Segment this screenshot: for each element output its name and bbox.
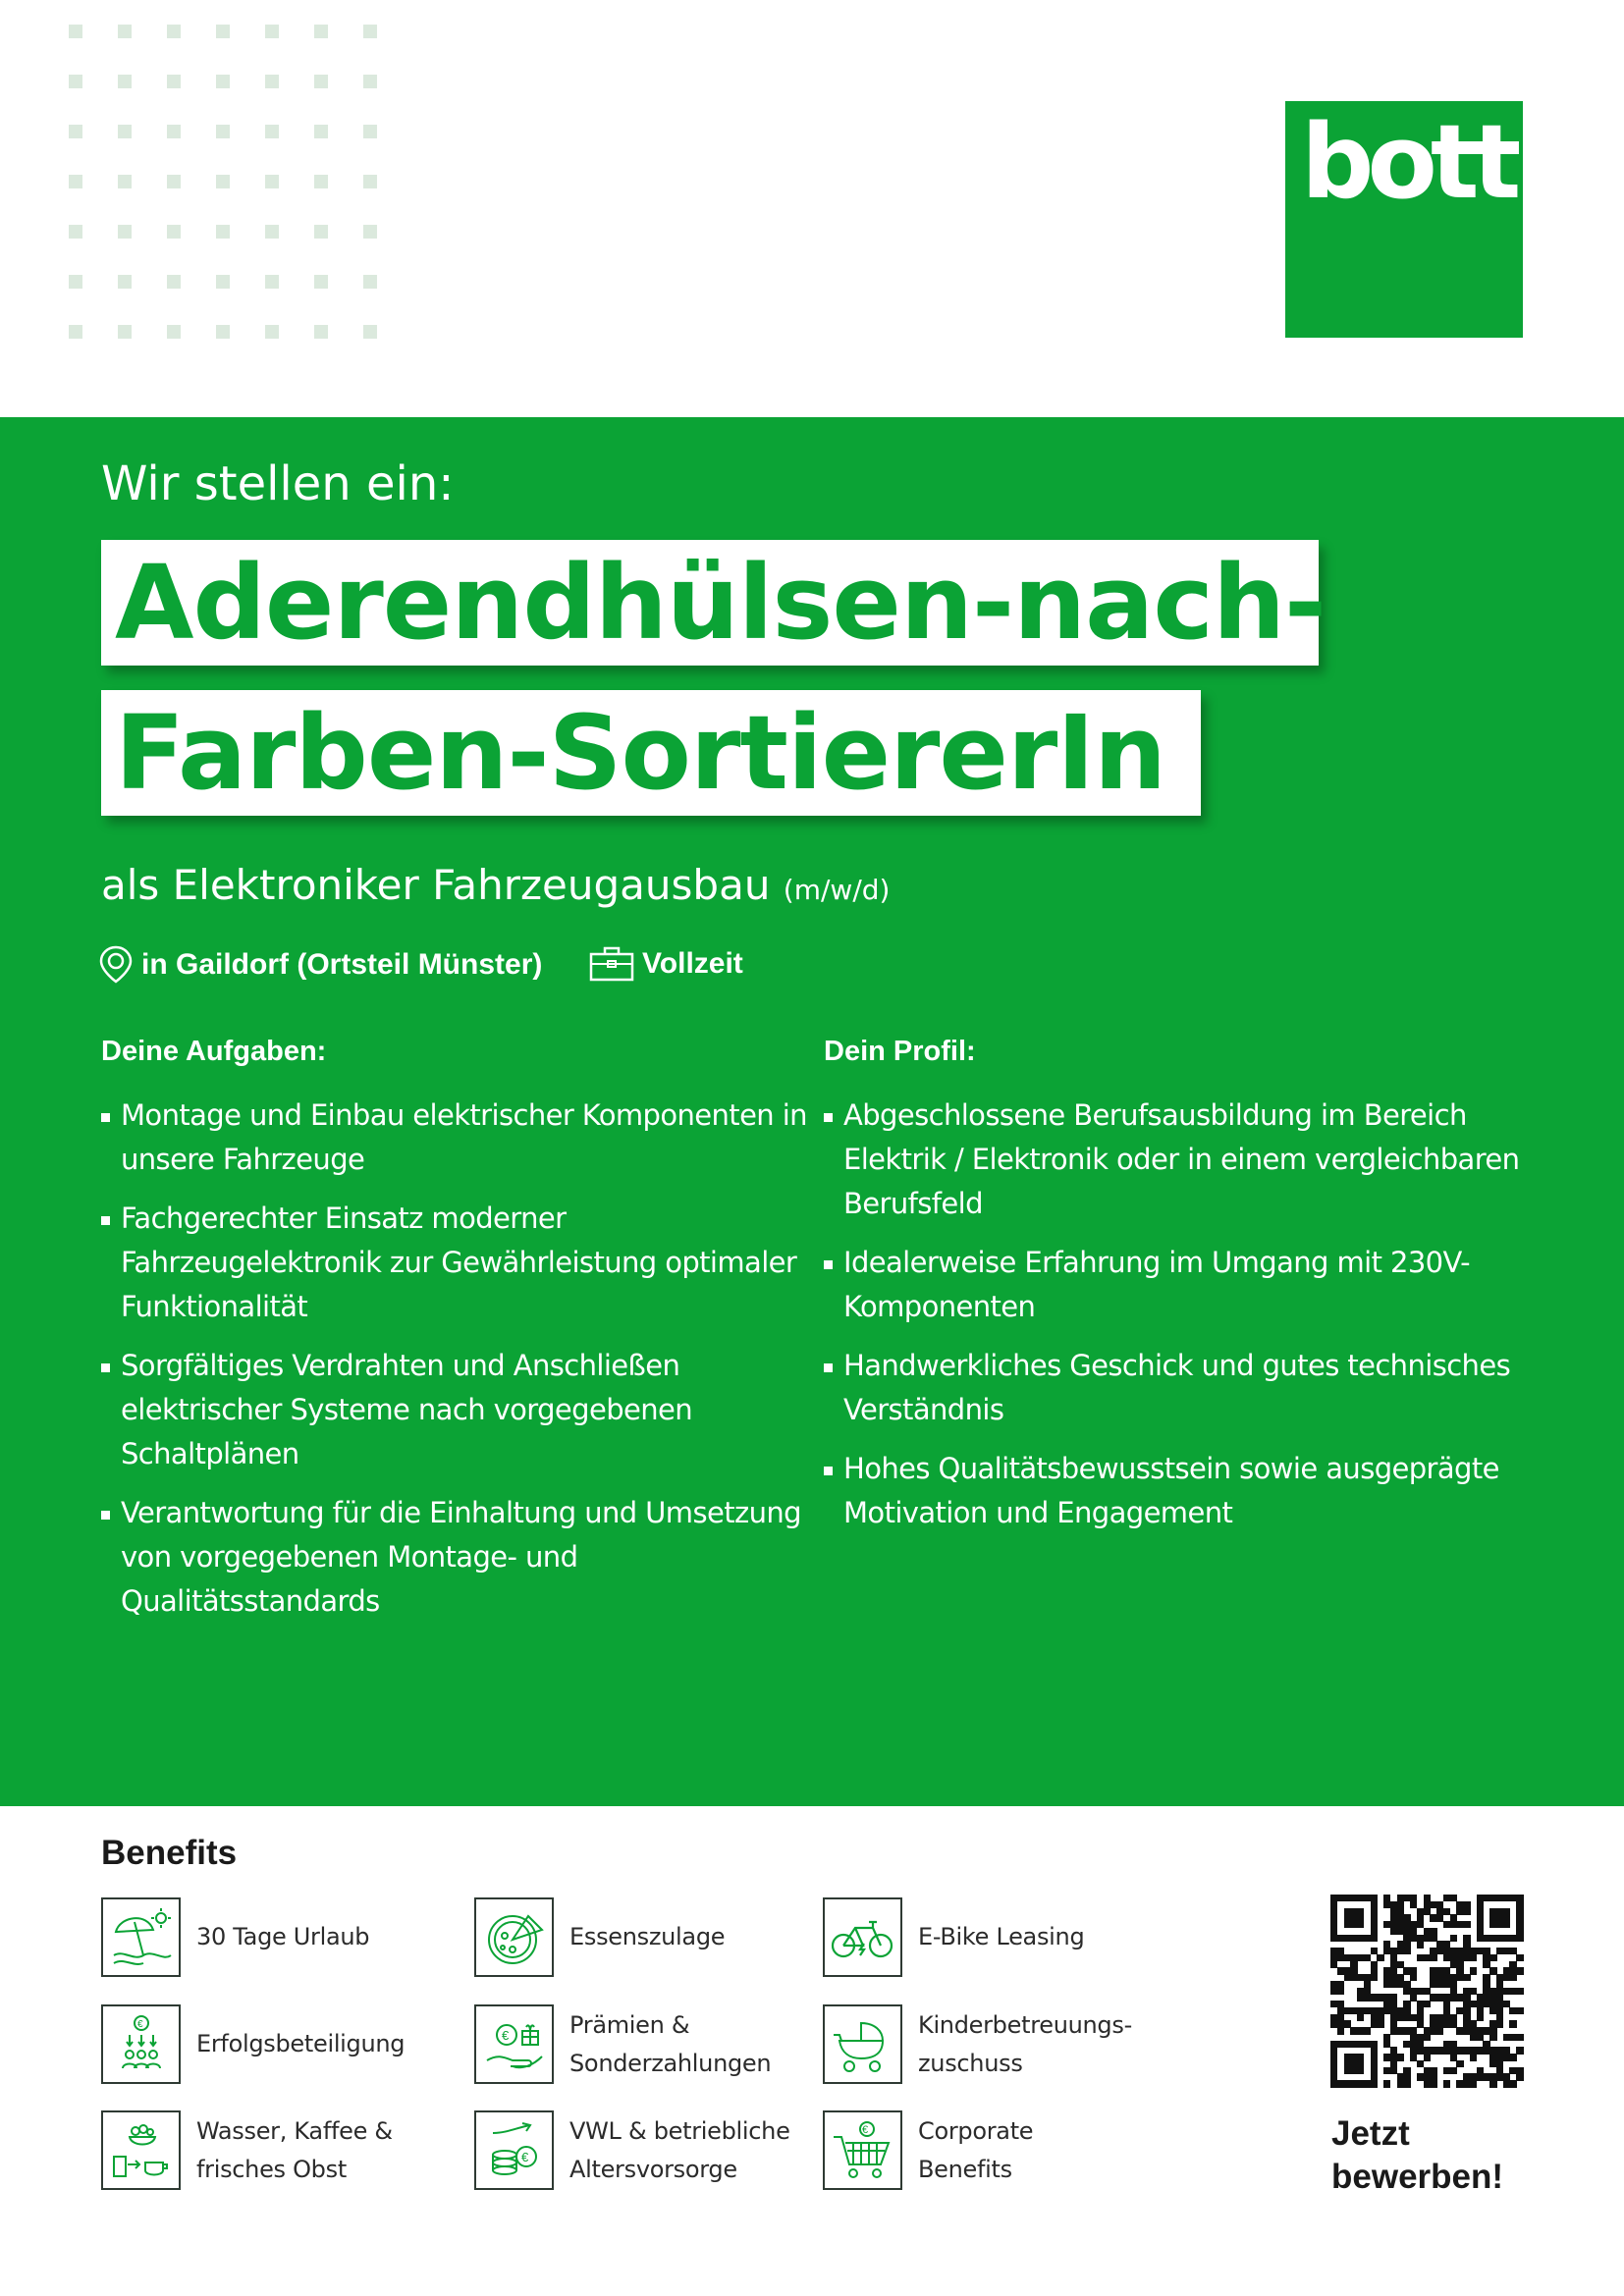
benefit-label: VWL & betriebliche Altersvorsorge [569,2116,790,2183]
bonus-gift-icon [474,2004,554,2084]
qr-module [1463,1974,1470,1981]
benefit-label: Erfolgsbeteiligung [196,2030,406,2057]
qr-module [1456,2060,1463,2067]
pension-coins-icon [474,2110,554,2190]
benefit-profit-sharing [101,2004,405,2084]
svg-text:€: € [520,2149,528,2164]
grid-dot [314,25,328,38]
qr-module [1516,1988,1523,1995]
qr-module [1470,1967,1477,1974]
grid-dot [69,325,82,339]
grid-dot [167,125,181,138]
qr-module [1383,2080,1390,2087]
grid-dot [265,25,279,38]
qr-module [1463,1908,1470,1915]
qr-module [1430,2080,1436,2087]
qr-module [1489,2034,1496,2041]
qr-module [1344,1908,1365,1929]
grid-dot [314,175,328,188]
benefit-label: Essenszulage [569,1923,726,1950]
qr-module [1364,2027,1371,2034]
grid-dot [167,325,181,339]
qr-module [1516,2007,1523,2014]
qr-module [1330,2041,1337,2088]
qr-module [1410,1974,1417,1981]
qr-module [1509,2020,1516,2027]
svg-text:€: € [501,2027,509,2043]
qr-module [1424,2001,1431,2007]
grid-dot [216,25,230,38]
tasks-heading: Deine Aufgaben: [101,1036,327,1067]
benefit-bonus-payments [474,2004,771,2084]
profit-sharing-icon [101,2004,181,2084]
grid-dot [363,175,377,188]
grid-dot [69,275,82,289]
grid-dot [314,125,328,138]
qr-module [1450,2067,1457,2074]
qr-module [1450,1935,1457,1942]
profile-item: Abgeschlossene Berufsausbildung im Bereich Elektrik / Elektronik oder in einem vergleichbaren Berufsfeld [824,1094,1541,1226]
profile-heading: Dein Profil: [824,1036,976,1067]
grid-dot [118,275,132,289]
qr-code-icon[interactable] [1330,1895,1523,2087]
grid-dot [118,125,132,138]
qr-module [1470,2054,1477,2060]
grid-dot [69,175,82,188]
tasks-column [101,1036,828,1638]
qr-module [1477,2014,1484,2021]
task-item: Sorgfältiges Verdrahten und Anschließen elektrischer Systeme nach vorgegebenen Schaltplänen [101,1344,828,1476]
task-item: Montage und Einbau elektrischer Komponenten in unsere Fahrzeuge [101,1094,828,1182]
profile-item: Handwerkliches Geschick und gutes technisches Verständnis [824,1344,1541,1432]
qr-module [1397,2054,1404,2060]
grid-dot [363,275,377,289]
beach-umbrella-icon [101,1897,181,1977]
profile-list [824,1094,1541,1535]
benefit-drinks-fruit [101,2110,393,2190]
grid-dot [216,325,230,339]
qr-module [1436,2027,1443,2034]
qr-module [1344,2054,1365,2074]
grid-dot [265,175,279,188]
benefits-heading: Benefits [101,1834,238,1872]
shopping-cart-icon [823,2110,902,2190]
grid-dot [118,75,132,88]
qr-module [1489,2080,1496,2087]
qr-module [1330,1895,1337,1942]
logo-text: bott [1301,102,1515,222]
qr-module [1371,2041,1378,2088]
grid-dot [363,25,377,38]
grid-dot [265,275,279,289]
grid-dot [167,25,181,38]
benefit-label: Corporate Benefits [918,2116,1034,2183]
benefit-pension [474,2110,790,2190]
grid-dot [363,225,377,239]
qr-module [1470,1954,1477,1961]
baby-stroller-icon [823,2004,902,2084]
qr-module [1470,2080,1477,2087]
benefit-label: Kinderbetreuungs- zuschuss [918,2010,1132,2077]
benefit-childcare [823,2004,1132,2084]
qr-module [1509,1974,1516,1981]
qr-module [1509,2054,1516,2060]
job-posting-panel [0,417,1624,1806]
grid-dot [216,275,230,289]
benefit-label: E-Bike Leasing [918,1923,1085,1950]
job-location: in Gaildorf (Ortsteil Münster) [98,945,542,985]
bott-logo [1285,101,1523,338]
qr-module [1463,1921,1470,1928]
svg-text:€: € [136,2018,143,2030]
job-title-line-1: Aderendhülsen-nach- [101,540,1319,666]
benefit-label: 30 Tage Urlaub [196,1923,370,1950]
benefit-vacation [101,1897,369,1977]
qr-module [1489,1954,1496,1961]
grid-dot [118,325,132,339]
briefcase-icon [589,945,634,983]
grid-dot [314,275,328,289]
qr-module [1516,2047,1523,2054]
grid-dot [118,175,132,188]
grid-dot [167,275,181,289]
pizza-icon [474,1897,554,1977]
grid-dot [363,75,377,88]
qr-module [1430,1954,1436,1961]
profile-item: Hohes Qualitätsbewusstsein sowie ausgeprägte Motivation und Engagement [824,1447,1541,1535]
benefit-meal-allowance [474,1897,725,1977]
qr-module [1357,2014,1364,2021]
qr-module [1377,1954,1383,1961]
qr-module [1516,1954,1523,1961]
benefit-label: Wasser, Kaffee & frisches Obst [196,2116,393,2183]
grid-dot [265,75,279,88]
intro-heading: Wir stellen ein: [101,456,455,511]
qr-module [1424,2054,1431,2060]
grid-dot [69,75,82,88]
qr-module [1516,2073,1523,2080]
grid-dot [216,175,230,188]
task-item: Fachgerechter Einsatz moderner Fahrzeugelektronik zur Gewährleistung optimaler Funktionalität [101,1197,828,1329]
qr-module [1337,1988,1344,1995]
gender-note: (m/w/d) [783,874,891,906]
qr-module [1403,1948,1410,1954]
benefit-ebike [823,1897,1084,1977]
grid-dot [216,125,230,138]
grid-dot [314,75,328,88]
grid-dot [265,225,279,239]
qr-module [1516,2034,1523,2041]
profile-item: Idealerweise Erfahrung im Umgang mit 230V-Komponenten [824,1241,1541,1329]
benefit-label: Prämien & Sonderzahlungen [569,2010,772,2077]
grid-dot [314,225,328,239]
qr-module [1509,2080,1516,2087]
fruit-coffee-icon [101,2110,181,2190]
qr-module [1337,2027,1344,2034]
grid-dot [69,125,82,138]
profile-column [824,1036,1541,1550]
tasks-list [101,1094,828,1624]
qr-module [1424,2034,1431,2041]
grid-dot [118,25,132,38]
qr-module [1371,1974,1378,1981]
grid-dot [69,225,82,239]
grid-dot [118,225,132,239]
grid-dot [216,75,230,88]
qr-module [1516,1967,1523,1974]
grid-dot [363,125,377,138]
qr-module [1443,2080,1450,2087]
grid-dot [216,225,230,239]
grid-dot [314,325,328,339]
task-item: Verantwortung für die Einhaltung und Umsetzung von vorgegebenen Montage- und Qualitätsstandards [101,1491,828,1624]
ebike-icon [823,1897,902,1977]
employment-type: Vollzeit [589,945,743,983]
decorative-dot-grid [69,25,353,339]
grid-dot [167,225,181,239]
grid-dot [265,125,279,138]
svg-text:€: € [861,2123,868,2136]
grid-dot [363,325,377,339]
grid-dot [265,325,279,339]
job-subtitle: als Elektroniker Fahrzeugausbau (m/w/d) [101,861,891,909]
grid-dot [167,75,181,88]
qr-module [1516,1895,1523,1942]
location-pin-icon [98,945,134,985]
qr-module [1477,1895,1484,1942]
job-title-line-2: Farben-SortiererIn [101,690,1201,816]
qr-module [1403,2080,1410,2087]
apply-now-text: Jetzt bewerben! [1331,2114,1504,2196]
qr-module [1371,1895,1378,1942]
qr-module [1417,1941,1424,1948]
grid-dot [167,175,181,188]
qr-module [1489,1908,1510,1929]
qr-module [1377,2020,1383,2027]
qr-module [1496,2020,1503,2027]
grid-dot [69,25,82,38]
benefit-corporate [823,2110,1033,2190]
